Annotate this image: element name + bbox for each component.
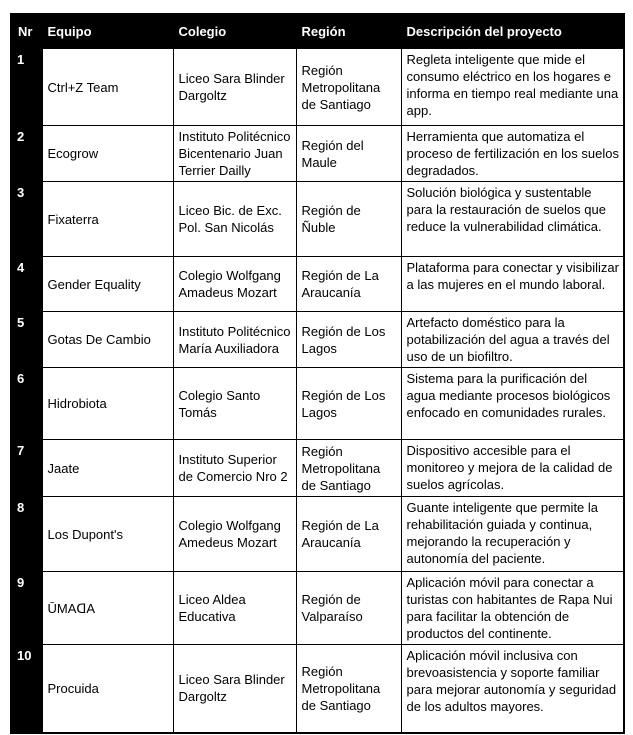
team-cell: Ecogrow — [42, 126, 173, 182]
team-cell: Fixaterra — [42, 182, 173, 257]
column-header-nr: Nr — [11, 14, 42, 49]
table-row — [11, 312, 624, 368]
nr-cell: 6 — [11, 368, 42, 440]
team-cell: Los Dupont's — [42, 497, 173, 572]
nr-cell: 5 — [11, 312, 42, 368]
region-cell: Región Metropolitana de Santiago — [296, 440, 401, 497]
region-cell: Región de Los Lagos — [296, 368, 401, 440]
nr-cell: 8 — [11, 497, 42, 572]
nr-cell: 9 — [11, 572, 42, 645]
team-cell: ŪMAᗡA — [42, 572, 173, 645]
description-cell: Aplicación móvil inclusiva con brevoasistencia y soporte familiar para mejorar autonomía y seguridad de los adultos mayores. — [401, 645, 624, 733]
description-cell: Guante inteligente que permite la rehabilitación guiada y continua, mejorando la recuperación y autonomía del paciente. — [401, 497, 624, 572]
nr-cell: 1 — [11, 49, 42, 126]
school-cell: Liceo Aldea Educativa — [173, 572, 296, 645]
school-cell: Liceo Bic. de Exc. Pol. San Nicolás — [173, 182, 296, 257]
school-cell: Instituto Superior de Comercio Nro 2 — [173, 440, 296, 497]
team-cell: Hidrobiota — [42, 368, 173, 440]
region-cell: Región Metropolitana de Santiago — [296, 645, 401, 733]
school-cell: Liceo Sara Blinder Dargoltz — [173, 645, 296, 733]
team-cell: Gotas De Cambio — [42, 312, 173, 368]
header-row — [11, 14, 624, 49]
team-cell: Jaate — [42, 440, 173, 497]
table-row — [11, 497, 624, 572]
school-cell: Colegio Wolfgang Amadeus Mozart — [173, 257, 296, 312]
region-cell: Región de La Araucanía — [296, 497, 401, 572]
table-row — [11, 49, 624, 126]
column-header-descripcion: Descripción del proyecto — [401, 14, 624, 49]
table-row — [11, 257, 624, 312]
table-row — [11, 368, 624, 440]
description-cell: Aplicación móvil para conectar a turistas con habitantes de Rapa Nui para facilitar la obtención de productos del continente. — [401, 572, 624, 645]
description-cell: Artefacto doméstico para la potabilización del agua a través del uso de un biofiltro. — [401, 312, 624, 368]
region-cell: Región de Valparaíso — [296, 572, 401, 645]
description-cell: Regleta inteligente que mide el consumo eléctrico en los hogares e informa en tiempo real mediante una app. — [401, 49, 624, 126]
region-cell: Región de Ñuble — [296, 182, 401, 257]
school-cell: Liceo Sara Blinder Dargoltz — [173, 49, 296, 126]
nr-cell: 4 — [11, 257, 42, 312]
table-row — [11, 182, 624, 257]
table-row — [11, 440, 624, 497]
description-cell: Solución biológica y sustentable para la restauración de suelos que reduce la vulnerabilidad climática. — [401, 182, 624, 257]
table-row — [11, 572, 624, 645]
region-cell: Región de Los Lagos — [296, 312, 401, 368]
column-header-region: Región — [296, 14, 401, 49]
description-cell: Plataforma para conectar y visibilizar a las mujeres en el mundo laboral. — [401, 257, 624, 312]
team-cell: Gender Equality — [42, 257, 173, 312]
table-row — [11, 645, 624, 733]
nr-cell: 3 — [11, 182, 42, 257]
table-row — [11, 126, 624, 182]
projects-table — [10, 13, 625, 734]
nr-cell: 10 — [11, 645, 42, 733]
column-header-colegio: Colegio — [173, 14, 296, 49]
nr-cell: 2 — [11, 126, 42, 182]
description-cell: Sistema para la purificación del agua mediante procesos biológicos enfocado en comunidades rurales. — [401, 368, 624, 440]
region-cell: Región de La Araucanía — [296, 257, 401, 312]
description-cell: Dispositivo accesible para el monitoreo y mejora de la calidad de suelos agrícolas. — [401, 440, 624, 497]
team-cell: Procuida — [42, 645, 173, 733]
column-header-equipo: Equipo — [42, 14, 173, 49]
school-cell: Colegio Wolfgang Amedeus Mozart — [173, 497, 296, 572]
team-cell: Ctrl+Z Team — [42, 49, 173, 126]
school-cell: Instituto Politécnico María Auxiliadora — [173, 312, 296, 368]
region-cell: Región del Maule — [296, 126, 401, 182]
region-cell: Región Metropolitana de Santiago — [296, 49, 401, 126]
nr-cell: 7 — [11, 440, 42, 497]
school-cell: Colegio Santo Tomás — [173, 368, 296, 440]
school-cell: Instituto Politécnico Bicentenario Juan Terrier Dailly — [173, 126, 296, 182]
description-cell: Herramienta que automatiza el proceso de fertilización en los suelos degradados. — [401, 126, 624, 182]
